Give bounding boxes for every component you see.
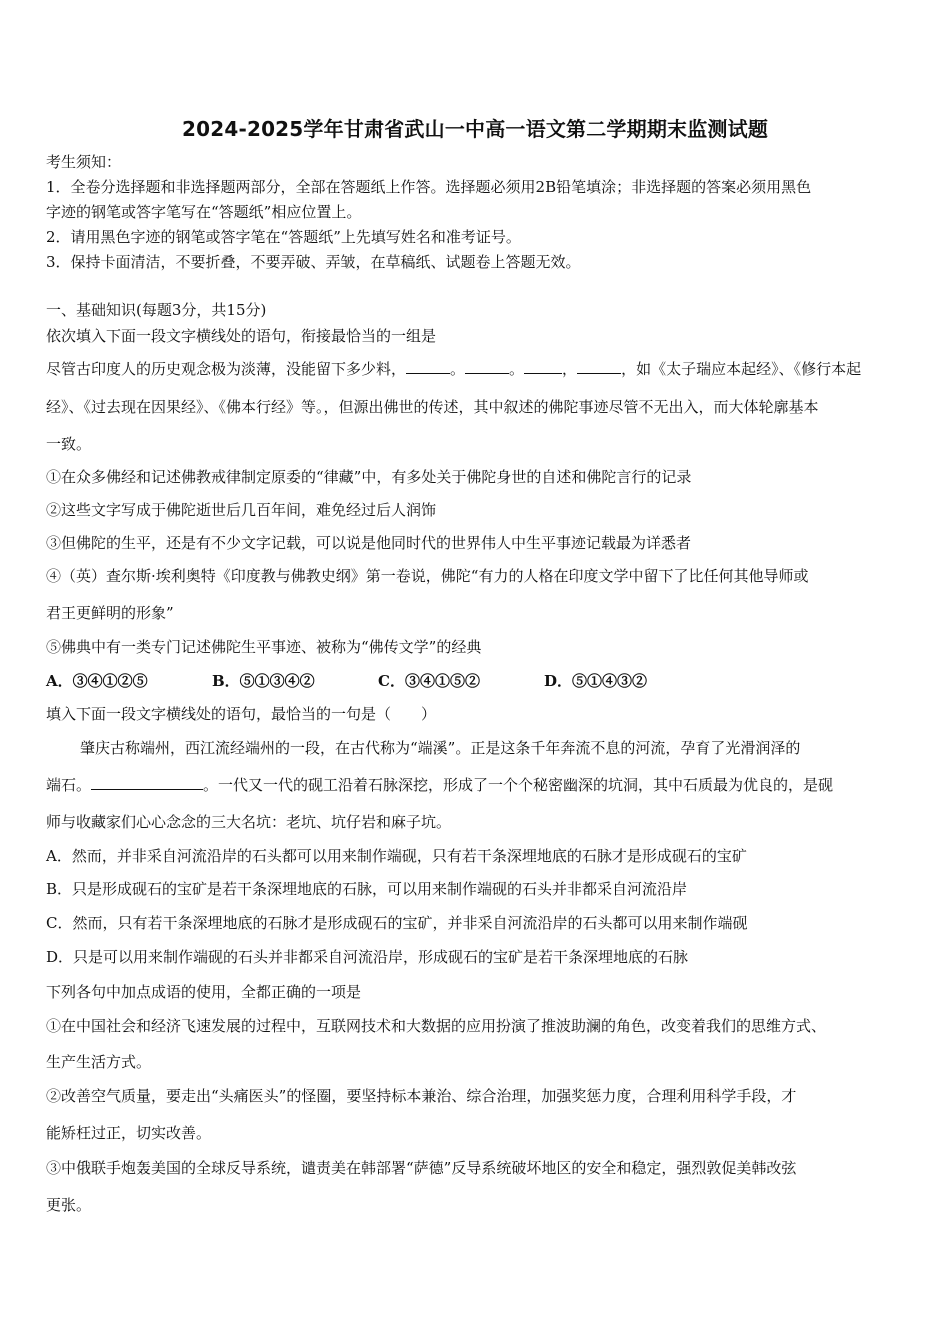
answer-blank	[91, 775, 203, 790]
option-b: B．只是形成砚石的宝矿是若干条深埋地底的石脉，可以用来制作端砚的石头并非都采自河流沿岸	[46, 880, 688, 898]
sentence-line: 生产生活方式。	[46, 1053, 152, 1071]
answer-blank	[465, 359, 509, 374]
passage-line: 一致。	[46, 435, 92, 453]
list-item: ⑤佛典中有一类专门记述佛陀生平事迹、被称为“佛传文学”的经典	[46, 638, 482, 656]
passage-text: 。一代又一代的砚工沿着石脉深挖，形成了一个个秘密幽深的坑洞，其中石质最为优良的，是砚	[203, 776, 834, 794]
passage-text: ，如《太子瑞应本起经》、《修行本起	[621, 360, 862, 378]
passage-line: 师与收藏家们心心念念的三大名坑：老坑、坑仔岩和麻子坑。	[46, 813, 452, 831]
option-d: D．只是可以用来制作端砚的石头并非都采自河流沿岸，形成砚石的宝矿是若干条深埋地底的石脉	[46, 948, 689, 966]
passage-text: 尽管古印度人的历史观念极为淡薄，没能留下多少料，	[46, 360, 407, 378]
question-stem: 下列各句中加点成语的使用，全都正确的一项是	[46, 983, 362, 1001]
list-item: ③但佛陀的生平，还是有不少文字记载，可以说是他同时代的世界伟人中生平事迹记载最为详悉者	[46, 534, 692, 552]
notice-item: 3．保持卡面清洁，不要折叠，不要弄破、弄皱，在草稿纸、试题卷上答题无效。	[46, 253, 581, 271]
notice-item: 字迹的钢笔或答字笔写在“答题纸”相应位置上。	[46, 203, 362, 221]
punctuation: ，	[562, 360, 578, 378]
section-heading: 一、基础知识(每题3分，共15分)	[46, 301, 267, 319]
list-item: ①在众多佛经和记述佛教戒律制定原委的“律藏”中，有多处关于佛陀身世的自述和佛陀言行的记录	[46, 468, 692, 486]
option-d: D．⑤①④③②	[544, 672, 648, 690]
notice-item: 2．请用黑色字迹的钢笔或答字笔在“答题纸”上先填写姓名和准考证号。	[46, 228, 521, 246]
option-a: A．③④①②⑤	[46, 672, 148, 690]
answer-options	[46, 670, 647, 692]
option-c: C．然而，只有若干条深埋地底的石脉才是形成砚石的宝矿，并非采自河流沿岸的石头都可以用来制作端砚	[46, 914, 748, 932]
punctuation: 。	[509, 360, 525, 378]
option-b: B．⑤①③④②	[212, 672, 315, 690]
page-title: 2024-2025学年甘肃省武山一中高一语文第二学期期末监测试题	[181, 117, 769, 141]
sentence-line: 能矫枉过正，切实改善。	[46, 1124, 212, 1142]
option-c: C．③④①⑤②	[378, 672, 480, 690]
sentence-line: ①在中国社会和经济飞速发展的过程中，互联网技术和大数据的应用扮演了推波助澜的角色，改变着我们的思维方式、	[46, 1017, 827, 1035]
question-stem: 依次填入下面一段文字横线处的语句，衔接最恰当的一组是	[46, 327, 437, 345]
answer-blank	[577, 359, 621, 374]
passage-line	[46, 774, 833, 796]
sentence-line: ③中俄联手炮轰美国的全球反导系统，谴责美在韩部署“萨德”反导系统破坏地区的安全和稳定，强烈敦促美韩改弦	[46, 1159, 797, 1177]
punctuation: 。	[450, 360, 466, 378]
passage-line: 肇庆古称端州，西江流经端州的一段，在古代称为“端溪”。正是这条千年奔流不息的河流，孕育了光滑润泽的	[80, 739, 801, 757]
notice-item: 1．全卷分选择题和非选择题两部分，全部在答题纸上作答。选择题必须用2B铅笔填涂；非选择题的答案必须用黑色	[46, 178, 812, 196]
answer-blank	[524, 359, 562, 374]
list-item: ②这些文字写成于佛陀逝世后几百年间，难免经过后人润饰	[46, 501, 437, 519]
sentence-line: ②改善空气质量，要走出“头痛医头”的怪圈，要坚持标本兼治、综合治理，加强奖惩力度，合理利用科学手段，才	[46, 1087, 797, 1105]
answer-blank	[406, 359, 450, 374]
passage-text: 端石。	[46, 776, 92, 794]
list-item: 君王更鲜明的形象”	[46, 604, 174, 622]
question-stem: 填入下面一段文字横线处的语句，最恰当的一句是（ ）	[46, 705, 437, 723]
sentence-line: 更张。	[46, 1196, 92, 1214]
notice-heading: 考生须知：	[46, 153, 122, 171]
option-a: A．然而，并非采自河流沿岸的石头都可以用来制作端砚，只有若干条深埋地底的石脉才是形成砚石的宝矿	[46, 847, 747, 865]
list-item: ④（英）查尔斯·埃利奥特《印度教与佛教史纲》第一卷说，佛陀“有力的人格在印度文学中留下了比任何其他导师或	[46, 567, 809, 585]
passage-line	[46, 358, 861, 380]
passage-line: 经》、《过去现在因果经》、《佛本行经》等。，但源出佛世的传述，其中叙述的佛陀事迹尽管不无出入，而大体轮廓基本	[46, 398, 819, 416]
